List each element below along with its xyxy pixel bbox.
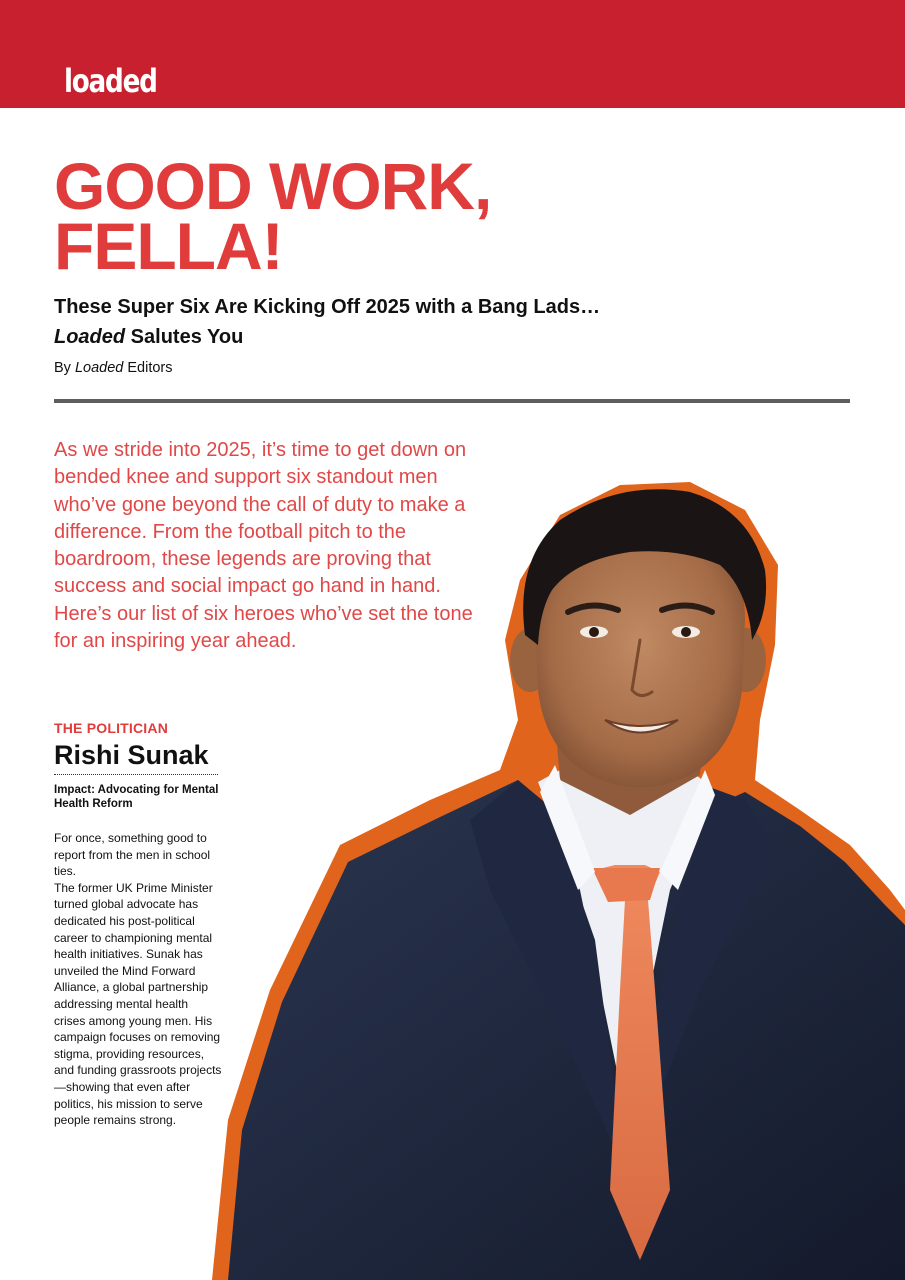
- masthead-bar: [0, 0, 905, 108]
- profile-body: [54, 830, 222, 1129]
- byline-suffix: Editors: [123, 360, 173, 376]
- profile-name: Rishi Sunak: [54, 738, 218, 775]
- profile-paragraph-2: The former UK Prime Minister turned global advocate has dedicated his post-political career to championing mental health initiatives. Sunak has unveiled the Mind Forward Alliance, a global partnership addressing mental health crises among young men. His campaign focuses on removing stigma, providing resources, and funding grassroots projects—showing that even after politics, his mission to serve people remains strong.: [54, 880, 222, 1128]
- intro-paragraph: As we stride into 2025, it’s time to get down on bended knee and support six standout men who’ve gone beyond the call of duty to make a difference. From the football pitch to the boardroom, these legends are proving that success and social impact go hand in hand. Here’s our list of six heroes who’ve set the tone for an inspiring year ahead.: [54, 439, 473, 653]
- rishi-sunak-portrait: [200, 470, 905, 1280]
- headline-line-2: FELLA!: [54, 209, 283, 283]
- article-headline: [54, 149, 492, 283]
- headline-line-1: GOOD WORK,: [54, 149, 492, 223]
- article-subhead: [54, 292, 614, 352]
- section-divider: [54, 399, 850, 403]
- subhead-text-2: Salutes You: [125, 326, 244, 348]
- profile-paragraph-1: For once, something good to report from the men in school ties.: [54, 831, 211, 879]
- profile-impact: Impact: Advocating for Mental Health Reform: [54, 784, 219, 810]
- profile-category: THE POLITICIAN: [54, 720, 169, 736]
- byline-prefix: By: [54, 360, 75, 376]
- byline-magazine-name: Loaded: [74, 360, 124, 376]
- subhead-magazine-name: Loaded: [54, 326, 126, 348]
- loaded-logo[interactable]: loaded: [64, 62, 157, 100]
- subhead-text-1: These Super Six Are Kicking Off 2025 with a Bang Lads…: [54, 296, 601, 318]
- byline: [54, 360, 173, 376]
